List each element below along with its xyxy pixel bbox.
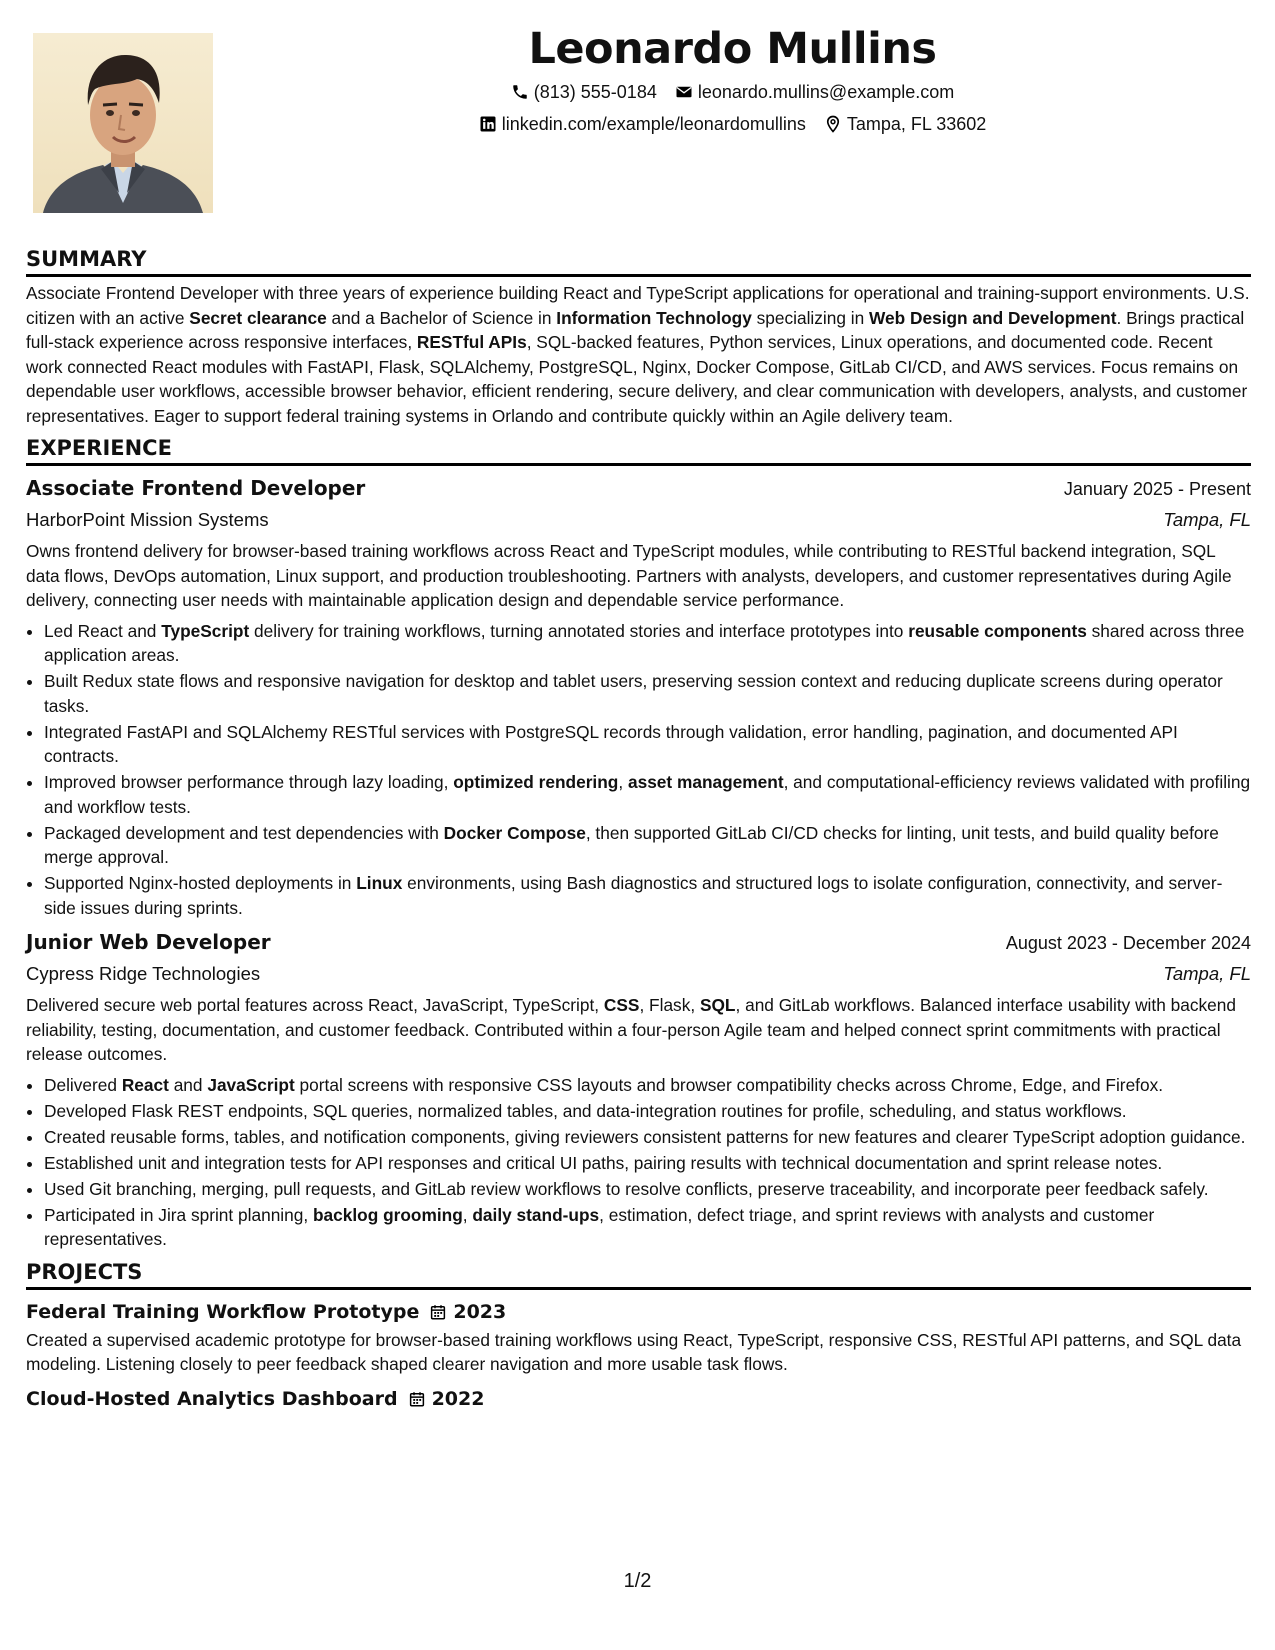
bullet-item: [44, 821, 1251, 870]
job-header: [26, 926, 1251, 959]
bullet-item: [44, 871, 1251, 920]
text-run: Supported Nginx-hosted deployments in: [44, 873, 357, 893]
text-run: portal screens with responsive CSS layouts and browser compatibility checks across Chrome, Edge, and Firefox.: [294, 1074, 1164, 1095]
emphasis-text: JavaScript: [207, 1074, 295, 1095]
project-year: [429, 1296, 506, 1328]
job-bullets: [26, 619, 1251, 921]
project-year-text: 2023: [453, 1300, 507, 1323]
job-title: Junior Web Developer: [26, 930, 271, 954]
text-run: Delivered: [44, 1074, 122, 1095]
emphasis-text: RESTful APIs: [416, 332, 527, 352]
emphasis-text: daily stand-ups: [472, 1204, 600, 1225]
project-description: Created a supervised academic prototype for browser-based training workflows using React, TypeScript, responsive CSS, RESTful API patterns, and SQL data modeling. Listening closely to peer feedback shaped clearer navigation and more usable task flows.: [26, 1329, 1242, 1374]
bullet-item: [44, 669, 1251, 718]
calendar-icon: [408, 1390, 426, 1408]
text-run: Integrated FastAPI and SQLAlchemy RESTful services with PostgreSQL records through validation, error handling, pagination, and documented API contracts.: [44, 721, 1178, 766]
location-contact: [824, 108, 986, 140]
project-year: [408, 1383, 485, 1415]
emphasis-text: Linux: [356, 873, 403, 893]
text-run: Led React and: [44, 620, 162, 641]
job-dates: January 2025 - Present: [1063, 479, 1251, 499]
phone-number: (813) 555-0184: [533, 82, 657, 102]
text-run: Packaged development and test dependencies with: [44, 822, 444, 843]
projects-section: [26, 1258, 1251, 1415]
bullet-item: [44, 720, 1251, 769]
linkedin-contact[interactable]: [479, 108, 806, 140]
linkedin-url[interactable]: linkedin.com/example/leonardomullins: [501, 114, 806, 134]
linkedin-icon: [479, 115, 497, 133]
text-run: , and GitLab workflows. Balanced interface usability with backend reliability, testing, documentation, and customer feedback. Contributed within a four-person Agile team and helped connect sprint commitments with practical release outcomes.: [26, 995, 1236, 1064]
job-subheader: [26, 505, 1251, 535]
text-run: Developed Flask REST endpoints, SQL queries, normalized tables, and data-integration routines for profile, scheduling, and status workflows.: [44, 1100, 1127, 1121]
job-entry: [26, 472, 1251, 920]
phone-icon: [511, 83, 529, 101]
text-run: and: [168, 1074, 208, 1095]
bullet-item: [44, 1073, 1251, 1098]
project-entry: [26, 1383, 1251, 1415]
job-title: Associate Frontend Developer: [26, 476, 366, 500]
emphasis-text: CSS: [603, 995, 640, 1015]
job-description: [26, 993, 1251, 1067]
text-run: , estimation, defect triage, and sprint reviews with analysts and customer representatives.: [44, 1204, 1155, 1249]
text-run: Delivered secure web portal features across React, JavaScript, TypeScript,: [26, 995, 604, 1015]
summary-section: [26, 245, 1251, 428]
emphasis-text: asset management: [627, 772, 784, 792]
text-run: Used Git branching, merging, pull requests, and GitLab review workflows to resolve conflicts, preserve traceability, and incorporate peer feedback safely.: [44, 1178, 1209, 1199]
text-run: specializing in: [751, 307, 870, 328]
map-pin-icon: [824, 115, 842, 133]
projects-list: [26, 1296, 1251, 1415]
page-number: 1/2: [623, 1570, 652, 1592]
email-contact[interactable]: [675, 76, 954, 108]
text-run: shared across three application areas.: [44, 620, 1245, 665]
profile-photo: [33, 33, 213, 213]
company-name: HarborPoint Mission Systems: [26, 509, 269, 530]
text-run: Built Redux state flows and responsive navigation for desktop and tablet users, preserving session context and reducing duplicate screens during operator tasks.: [44, 671, 1223, 716]
text-run: ,: [462, 1204, 473, 1225]
job-dates: August 2023 - December 2024: [1005, 933, 1251, 953]
project-header: [26, 1383, 1251, 1415]
job-subheader: [26, 959, 1251, 989]
emphasis-text: optimized rendering: [453, 772, 619, 792]
job-entry: [26, 926, 1251, 1252]
bullet-item: [44, 1125, 1251, 1150]
text-run: . Brings practical full-stack experience across responsive interfaces,: [26, 307, 1245, 352]
company-name: Cypress Ridge Technologies: [26, 963, 261, 984]
contact-row-2: [230, 108, 1235, 140]
emphasis-text: SQL: [699, 995, 736, 1015]
job-description: [26, 539, 1251, 613]
text-run: Created reusable forms, tables, and notification components, giving reviewers consistent patterns for new features and clearer TypeScript adoption guidance.: [44, 1126, 1246, 1147]
emphasis-text: Secret clearance: [189, 307, 327, 328]
phone-contact: [511, 76, 657, 108]
emphasis-text: TypeScript: [161, 620, 250, 641]
contact-row-1: [230, 76, 1235, 108]
bullet-item: [44, 1099, 1251, 1124]
section-title: SUMMARY: [26, 245, 1251, 277]
text-run: Owns frontend delivery for browser-based training workflows across React and TypeScript modules, while contributing to RESTful backend integration, SQL data flows, DevOps automation, Linux support, and production troubleshooting. Partners with analysts, developers, and customer representatives during Agile delivery, connecting user needs with maintainable application design and dependable service performance.: [26, 541, 1232, 610]
bullet-item: [44, 1203, 1251, 1252]
text-run: Participated in Jira sprint planning,: [44, 1204, 313, 1225]
emphasis-text: backlog grooming: [312, 1204, 463, 1225]
bullet-item: [44, 1177, 1251, 1202]
email-address[interactable]: leonardo.mullins@example.com: [697, 82, 955, 102]
resume-body: [26, 245, 1251, 1415]
job-location: Tampa, FL: [1163, 963, 1251, 984]
text-run: , then supported GitLab CI/CD checks for linting, unit tests, and build quality before merge approval.: [44, 822, 1219, 867]
emphasis-text: Information Technology: [556, 307, 752, 328]
text-run: ,: [618, 772, 628, 792]
calendar-icon: [429, 1303, 447, 1321]
project-header: [26, 1296, 1251, 1328]
text-run: and a Bachelor of Science in: [326, 307, 557, 328]
job-bullets: [26, 1073, 1251, 1252]
summary-text: [26, 281, 1251, 428]
candidate-name: Leonardo Mullins: [528, 24, 937, 74]
project-name: Federal Training Workflow Prototype: [26, 1300, 420, 1323]
text-run: Associate Frontend Developer with three years of experience building React and TypeScript applications for operational and training-support environments. U.S. citizen with an active: [26, 283, 1250, 328]
bullet-item: [44, 1151, 1251, 1176]
emphasis-text: Web Design and Development: [869, 307, 1117, 328]
envelope-icon: [675, 83, 693, 101]
text-run: , and computational-efficiency reviews validated with profiling and workflow tests.: [44, 772, 1251, 817]
bullet-item: [44, 619, 1251, 668]
job-location: Tampa, FL: [1163, 509, 1251, 530]
project-year-text: 2022: [431, 1387, 485, 1410]
project-name: Cloud-Hosted Analytics Dashboard: [26, 1387, 398, 1410]
project-entry: [26, 1296, 1251, 1377]
text-run: delivery for training workflows, turning annotated stories and interface prototypes into: [249, 620, 909, 641]
job-header: [26, 472, 1251, 505]
text-run: , SQL-backed features, Python services, Linux operations, and documented code. Recent work connected React modules with FastAPI, Flask, SQLAlchemy, PostgreSQL, Nginx, Docker Compose, GitLab CI/CD, and AWS services. Focus remains on dependable user workflows, accessible browser behavior, efficient rendering, secure delivery, and clear communication with developers, analysts, and customer representatives. Eager to support federal training systems in Orlando and contribute quickly within an Agile delivery team.: [26, 332, 1248, 426]
emphasis-text: Docker Compose: [443, 822, 586, 843]
bullet-item: [44, 770, 1251, 819]
section-title: PROJECTS: [26, 1258, 1251, 1290]
text-run: environments, using Bash diagnostics and structured logs to isolate configuration, connectivity, and server-side issues during sprints.: [44, 873, 1223, 918]
jobs-list: [26, 472, 1251, 1252]
section-title: EXPERIENCE: [26, 434, 1251, 466]
text-run: Established unit and integration tests for API responses and critical UI paths, pairing results with technical documentation and sprint release notes.: [44, 1152, 1163, 1173]
text-run: , Flask,: [639, 995, 700, 1015]
experience-section: [26, 434, 1251, 1252]
location-text: Tampa, FL 33602: [846, 114, 987, 134]
resume-header: [230, 22, 1235, 140]
emphasis-text: reusable components: [908, 620, 1087, 641]
emphasis-text: React: [121, 1074, 169, 1095]
text-run: Improved browser performance through lazy loading,: [44, 772, 454, 792]
